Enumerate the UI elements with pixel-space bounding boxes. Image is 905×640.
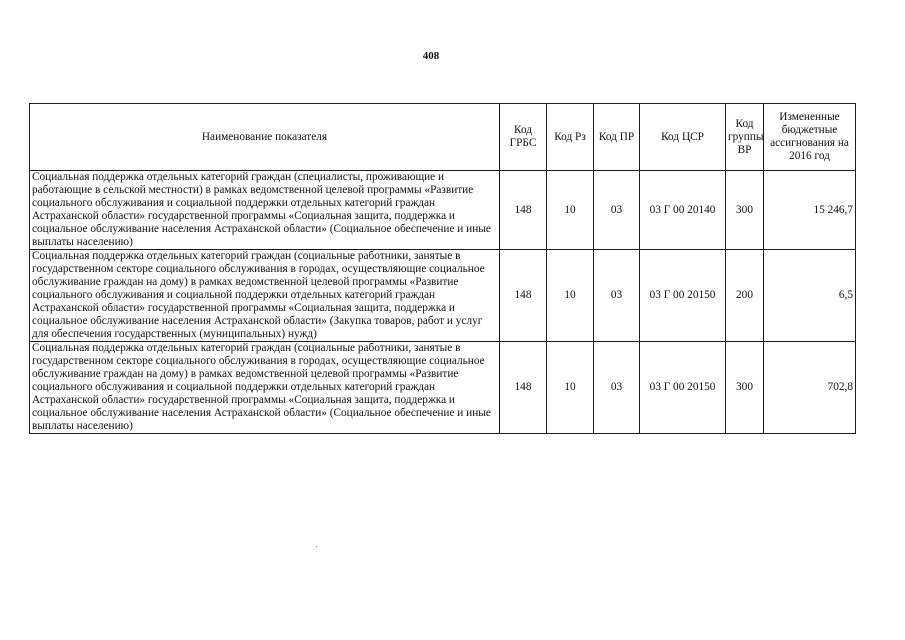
header-rz-code: Код Рз [547, 104, 594, 171]
cell-rz: 10 [547, 171, 594, 250]
cell-amount: 15 246,7 [764, 171, 856, 250]
header-pr-code: Код ПР [594, 104, 640, 171]
header-csr-code: Код ЦСР [640, 104, 726, 171]
cell-vr: 300 [726, 342, 764, 434]
cell-pr: 03 [594, 342, 640, 434]
cell-rz: 10 [547, 342, 594, 434]
cell-amount: 702,8 [764, 342, 856, 434]
scan-speck [316, 546, 317, 547]
table-row [30, 342, 856, 434]
cell-vr: 300 [726, 171, 764, 250]
cell-grbs: 148 [500, 250, 547, 342]
table-row [30, 171, 856, 250]
header-grbs-code: Код ГРБС [500, 104, 547, 171]
header-amount-2016: Измененные бюджетные ассигнования на 2016 год [764, 104, 856, 171]
cell-grbs: 148 [500, 342, 547, 434]
table-header-row [30, 104, 856, 171]
page-number: 408 [422, 50, 440, 62]
cell-rz: 10 [547, 250, 594, 342]
budget-table [29, 103, 856, 434]
cell-amount: 6,5 [764, 250, 856, 342]
cell-pr: 03 [594, 250, 640, 342]
header-indicator-name: Наименование показателя [30, 104, 500, 171]
cell-vr: 200 [726, 250, 764, 342]
cell-indicator-name: Социальная поддержка отдельных категорий граждан (социальные работники, занятые в государственном секторе социального обслуживания в городах, осуществляющие социальное обслуживание граждан на дому) в рамках ведомственной целевой программы «Развитие социального обслуживания и социальной поддержки отдельных категорий граждан Астраханской области» государственной программы «Социальная защита, поддержка и социальное обслуживание населения Астраханской области» (Социальное обеспечение и иные выплаты населению) [30, 342, 500, 434]
table-row [30, 250, 856, 342]
cell-grbs: 148 [500, 171, 547, 250]
cell-csr: 03 Г 00 20150 [640, 342, 726, 434]
cell-indicator-name: Социальная поддержка отдельных категорий граждан (специалисты, проживающие и работающие в сельской местности) в рамках ведомственной целевой программы «Развитие социального обслуживания и социальной поддержки отдельных категорий граждан Астраханской области» государственной программы «Социальная защита, поддержка и социальное обслуживание населения Астраханской области» (Социальное обеспечение и иные выплаты населению) [30, 171, 500, 250]
cell-csr: 03 Г 00 20150 [640, 250, 726, 342]
cell-pr: 03 [594, 171, 640, 250]
cell-csr: 03 Г 00 20140 [640, 171, 726, 250]
header-vr-group-code: Код группы ВР [726, 104, 764, 171]
cell-indicator-name: Социальная поддержка отдельных категорий граждан (социальные работники, занятые в государственном секторе социального обслуживания в городах, осуществляющие социальное обслуживание граждан на дому) в рамках ведомственной целевой программы «Развитие социального обслуживания и социальной поддержки отдельных категорий граждан Астраханской области» государственной программы «Социальная защита, поддержка и социальное обслуживание населения Астраханской области» (Закупка товаров, работ и услуг для обеспечения государственных (муниципальных) нужд) [30, 250, 500, 342]
